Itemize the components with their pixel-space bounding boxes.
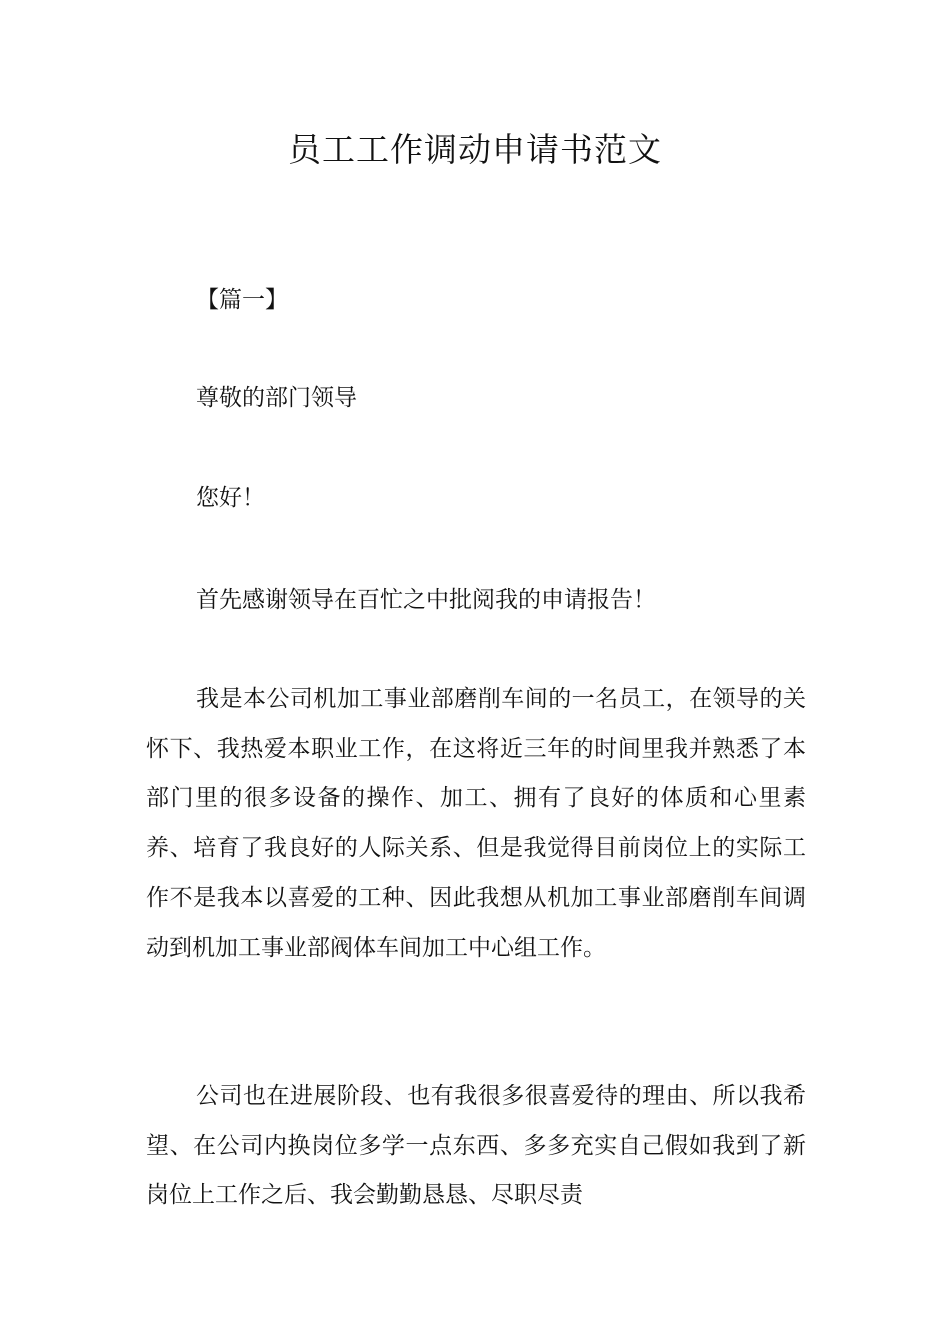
page-title: 员工工作调动申请书范文 xyxy=(288,130,662,169)
salutation: 尊敬的部门领导 xyxy=(196,385,357,411)
section-label: 【篇一】 xyxy=(196,287,288,313)
body-paragraph-2: 公司也在进展阶段、也有我很多很喜爱待的理由、所以我希望、在公司内换岗位多学一点东西、多多充实自己假如我到了新岗位上工作之后、我会勤勤恳恳、尽职尽责 xyxy=(146,1083,806,1209)
intro-line: 首先感谢领导在百忙之中批阅我的申请报告！ xyxy=(196,587,656,613)
body-paragraph-1: 我是本公司机加工事业部磨削车间的一名员工，在领导的关怀下、我热爱本职业工作，在这将近三年的时间里我并熟悉了本部门里的很多设备的操作、加工、拥有了良好的体质和心里素养、培育了我良好的人际关系、但是我觉得目前岗位上的实际工作不是我本以喜爱的工种、因此我想从机加工事业部磨削车间调动到机加工事业部阀体车间加工中心组工作。 xyxy=(146,686,806,961)
greeting: 您好！ xyxy=(196,485,265,511)
